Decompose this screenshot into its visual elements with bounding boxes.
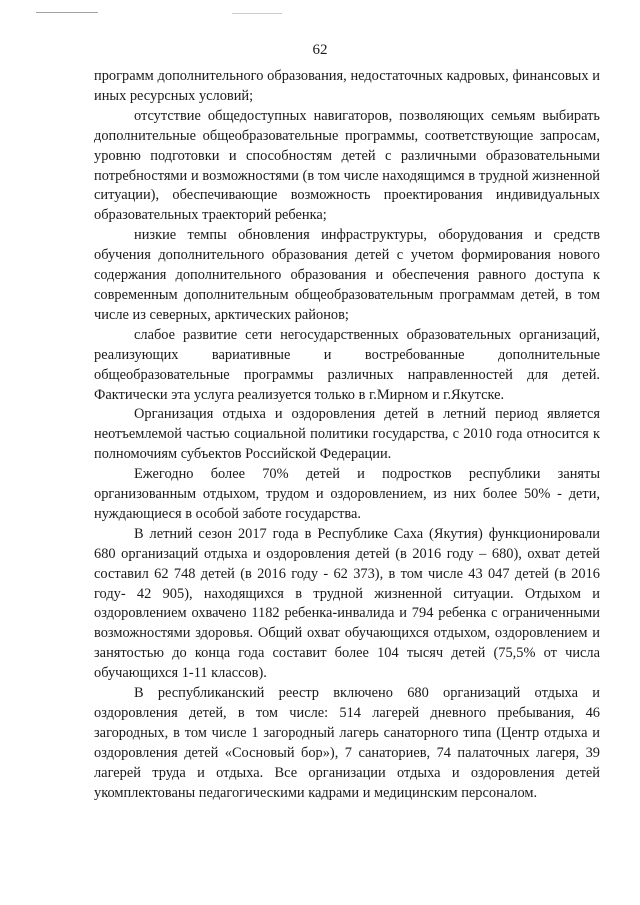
paragraph: Ежегодно более 70% детей и подростков республики заняты организованным отдыхом, трудом и оздоровлением, из них более 50% - дети, нуждающиеся в особой заботе государства. [94, 466, 600, 522]
paragraph: В республиканский реестр включено 680 организаций отдыха и оздоровления детей, в том числе: 514 лагерей дневного пребывания, 46 загородных, в том числе 1 загородный лагерь санаторного типа (Центр отдыха и оздоровления детей «Сосновый бор»), 7 санаториев, 74 палаточных лагеря, 39 лагерей труда и отдыха. Все организации отдыха и оздоровления детей укомплектованы педагогическими кадрами и медицинским персоналом. [94, 685, 600, 801]
paragraph: Организация отдыха и оздоровления детей в летний период является неотъемлемой частью социальной политики государства, с 2010 года относится к полномочиям субъектов Российской Федерации. [94, 406, 600, 463]
scan-artifact-line [232, 13, 282, 14]
page-number: 62 [312, 42, 328, 58]
scan-artifact-line [36, 12, 98, 13]
paragraph: программ дополнительного образования, недостаточных кадровых, финансовых и иных ресурсных условий; [94, 68, 600, 104]
paragraph: В летний сезон 2017 года в Республике Саха (Якутия) функционировали 680 организаций отдыха и оздоровления детей (в 2016 году – 680), охват детей составил 62 748 детей (в 2016 году - 62 373), в том числе 43 047 детей (в 2016 году- 42 905), находящихся в трудной жизненной ситуации. Отдыхом и оздоровлением охвачено 1182 ребенка-инвалида и 794 ребенка с ограниченными возможностями здоровья. Общий охват обучающихся отдыхом, оздоровлением и занятостью до конца года составит более 104 тысяч детей (75,5% от числа обучающихся 1-11 классов). [94, 525, 600, 682]
paragraph: слабое развитие сети негосударственных образовательных организаций, реализующих вариативные и востребованные дополнительные общеобразовательные программы различных направленностей для детей. Фактически эта услуга реализуется только в г.Мирном и г.Якутске. [94, 326, 600, 403]
paragraph: низкие темпы обновления инфраструктуры, оборудования и средств обучения дополнительного образования детей с учетом формирования нового содержания дополнительного образования и обеспечения равного доступа к современным дополнительным общеобразовательным программам детей, в том числе из северных, арктических районов; [94, 227, 600, 323]
paragraph: отсутствие общедоступных навигаторов, позволяющих семьям выбирать дополнительные общеобразовательные программы, соответствующие запросам, уровню подготовки и способностям детей с различными образовательными потребностями и возможностями (в том числе находящимся в трудной жизненной ситуации), обеспечивающие возможность проектирования индивидуальных образовательных траекторий ребенка; [94, 107, 600, 224]
document-body [94, 67, 600, 804]
